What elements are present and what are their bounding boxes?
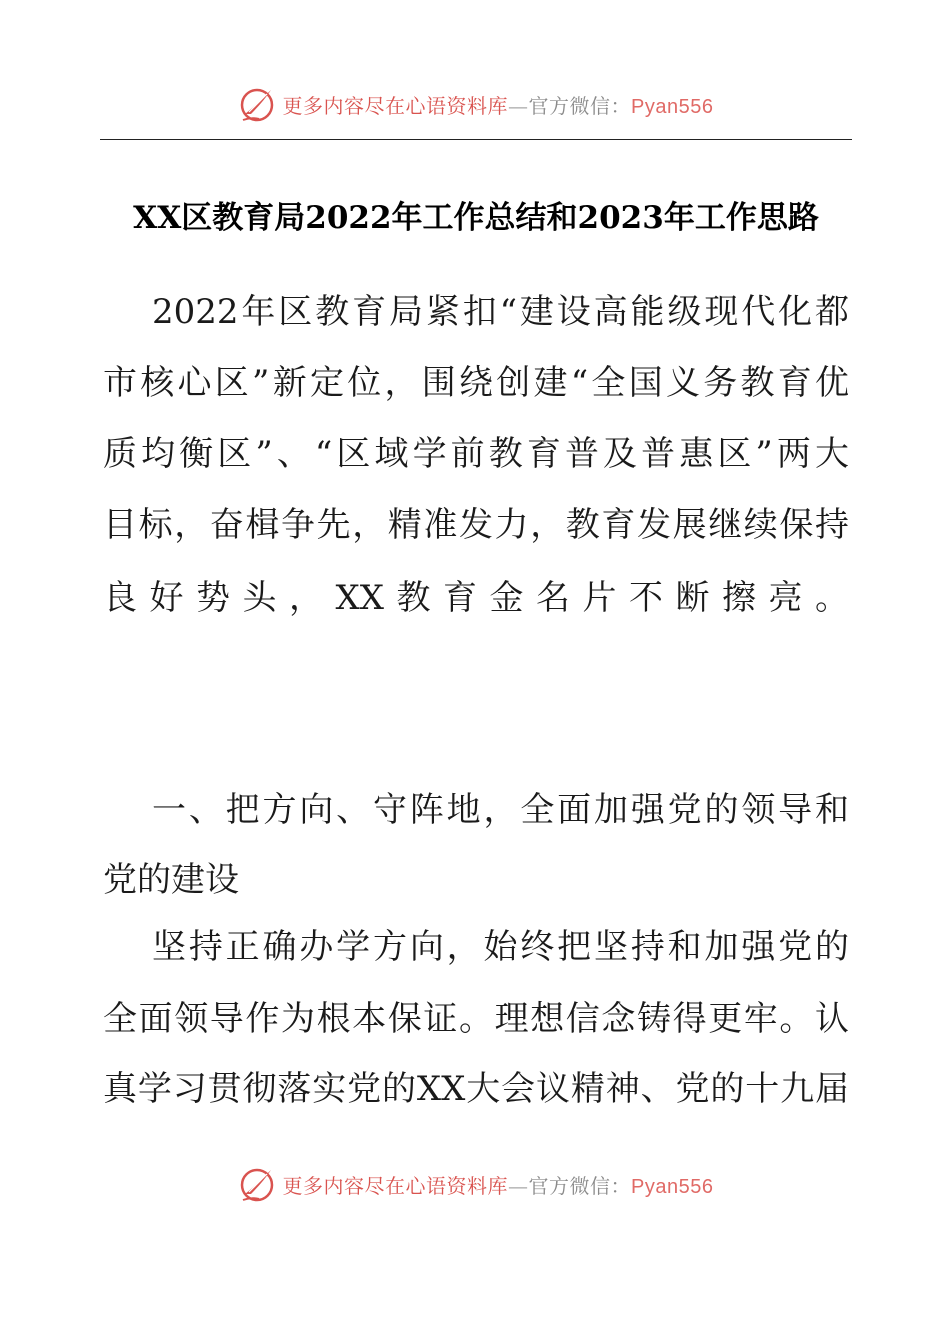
intro-line-2: 市核心区”新定位，围绕创建“全国义务教育优 xyxy=(103,363,849,403)
section1-heading-line-1: 一、把方向、守阵地，全面加强党的领导和 xyxy=(152,790,849,830)
intro-line-4: 目标，奋楫争先，精准发力，教育发展继续保持 xyxy=(103,505,849,545)
intro-line-3: 质均衡区”、“区域学前教育普及普惠区”两大 xyxy=(103,434,849,474)
watermark-brand-text: 更多内容尽在心语资料库 xyxy=(282,1173,509,1198)
section1-body-line-3: 真学习贯彻落实党的XX大会议精神、党的十九届 xyxy=(103,1069,849,1109)
section1-body-line-2: 全面领导作为根本保证。理想信念铸得更牢。认 xyxy=(103,999,849,1039)
footer-watermark xyxy=(0,1162,950,1206)
section1-body-line-1: 坚持正确办学方向，始终把坚持和加强党的 xyxy=(152,927,849,967)
watermark-wechat-id: Pyan556 xyxy=(631,95,714,118)
watermark-separator: — xyxy=(508,93,529,118)
quill-pen-logo-icon xyxy=(237,84,277,124)
section1-heading-line-2: 党的建设 xyxy=(103,860,239,900)
quill-pen-logo-icon xyxy=(237,1164,277,1204)
watermark-separator: — xyxy=(508,1173,529,1198)
watermark-wechat-label: 官方微信： xyxy=(528,93,632,118)
document-title: XX区教育局2022年工作总结和2023年工作思路 xyxy=(133,200,819,236)
watermark-brand-text: 更多内容尽在心语资料库 xyxy=(282,93,509,118)
intro-line-1: 2022年区教育局紧扣“建设高能级现代化都 xyxy=(152,292,849,332)
header-watermark xyxy=(0,82,950,126)
watermark-wechat-id: Pyan556 xyxy=(631,1175,714,1198)
watermark-wechat-label: 官方微信： xyxy=(528,1173,632,1198)
intro-line-5: 良好势头，XX教育金名片不断擦亮。 xyxy=(103,578,849,618)
header-divider xyxy=(100,139,852,140)
